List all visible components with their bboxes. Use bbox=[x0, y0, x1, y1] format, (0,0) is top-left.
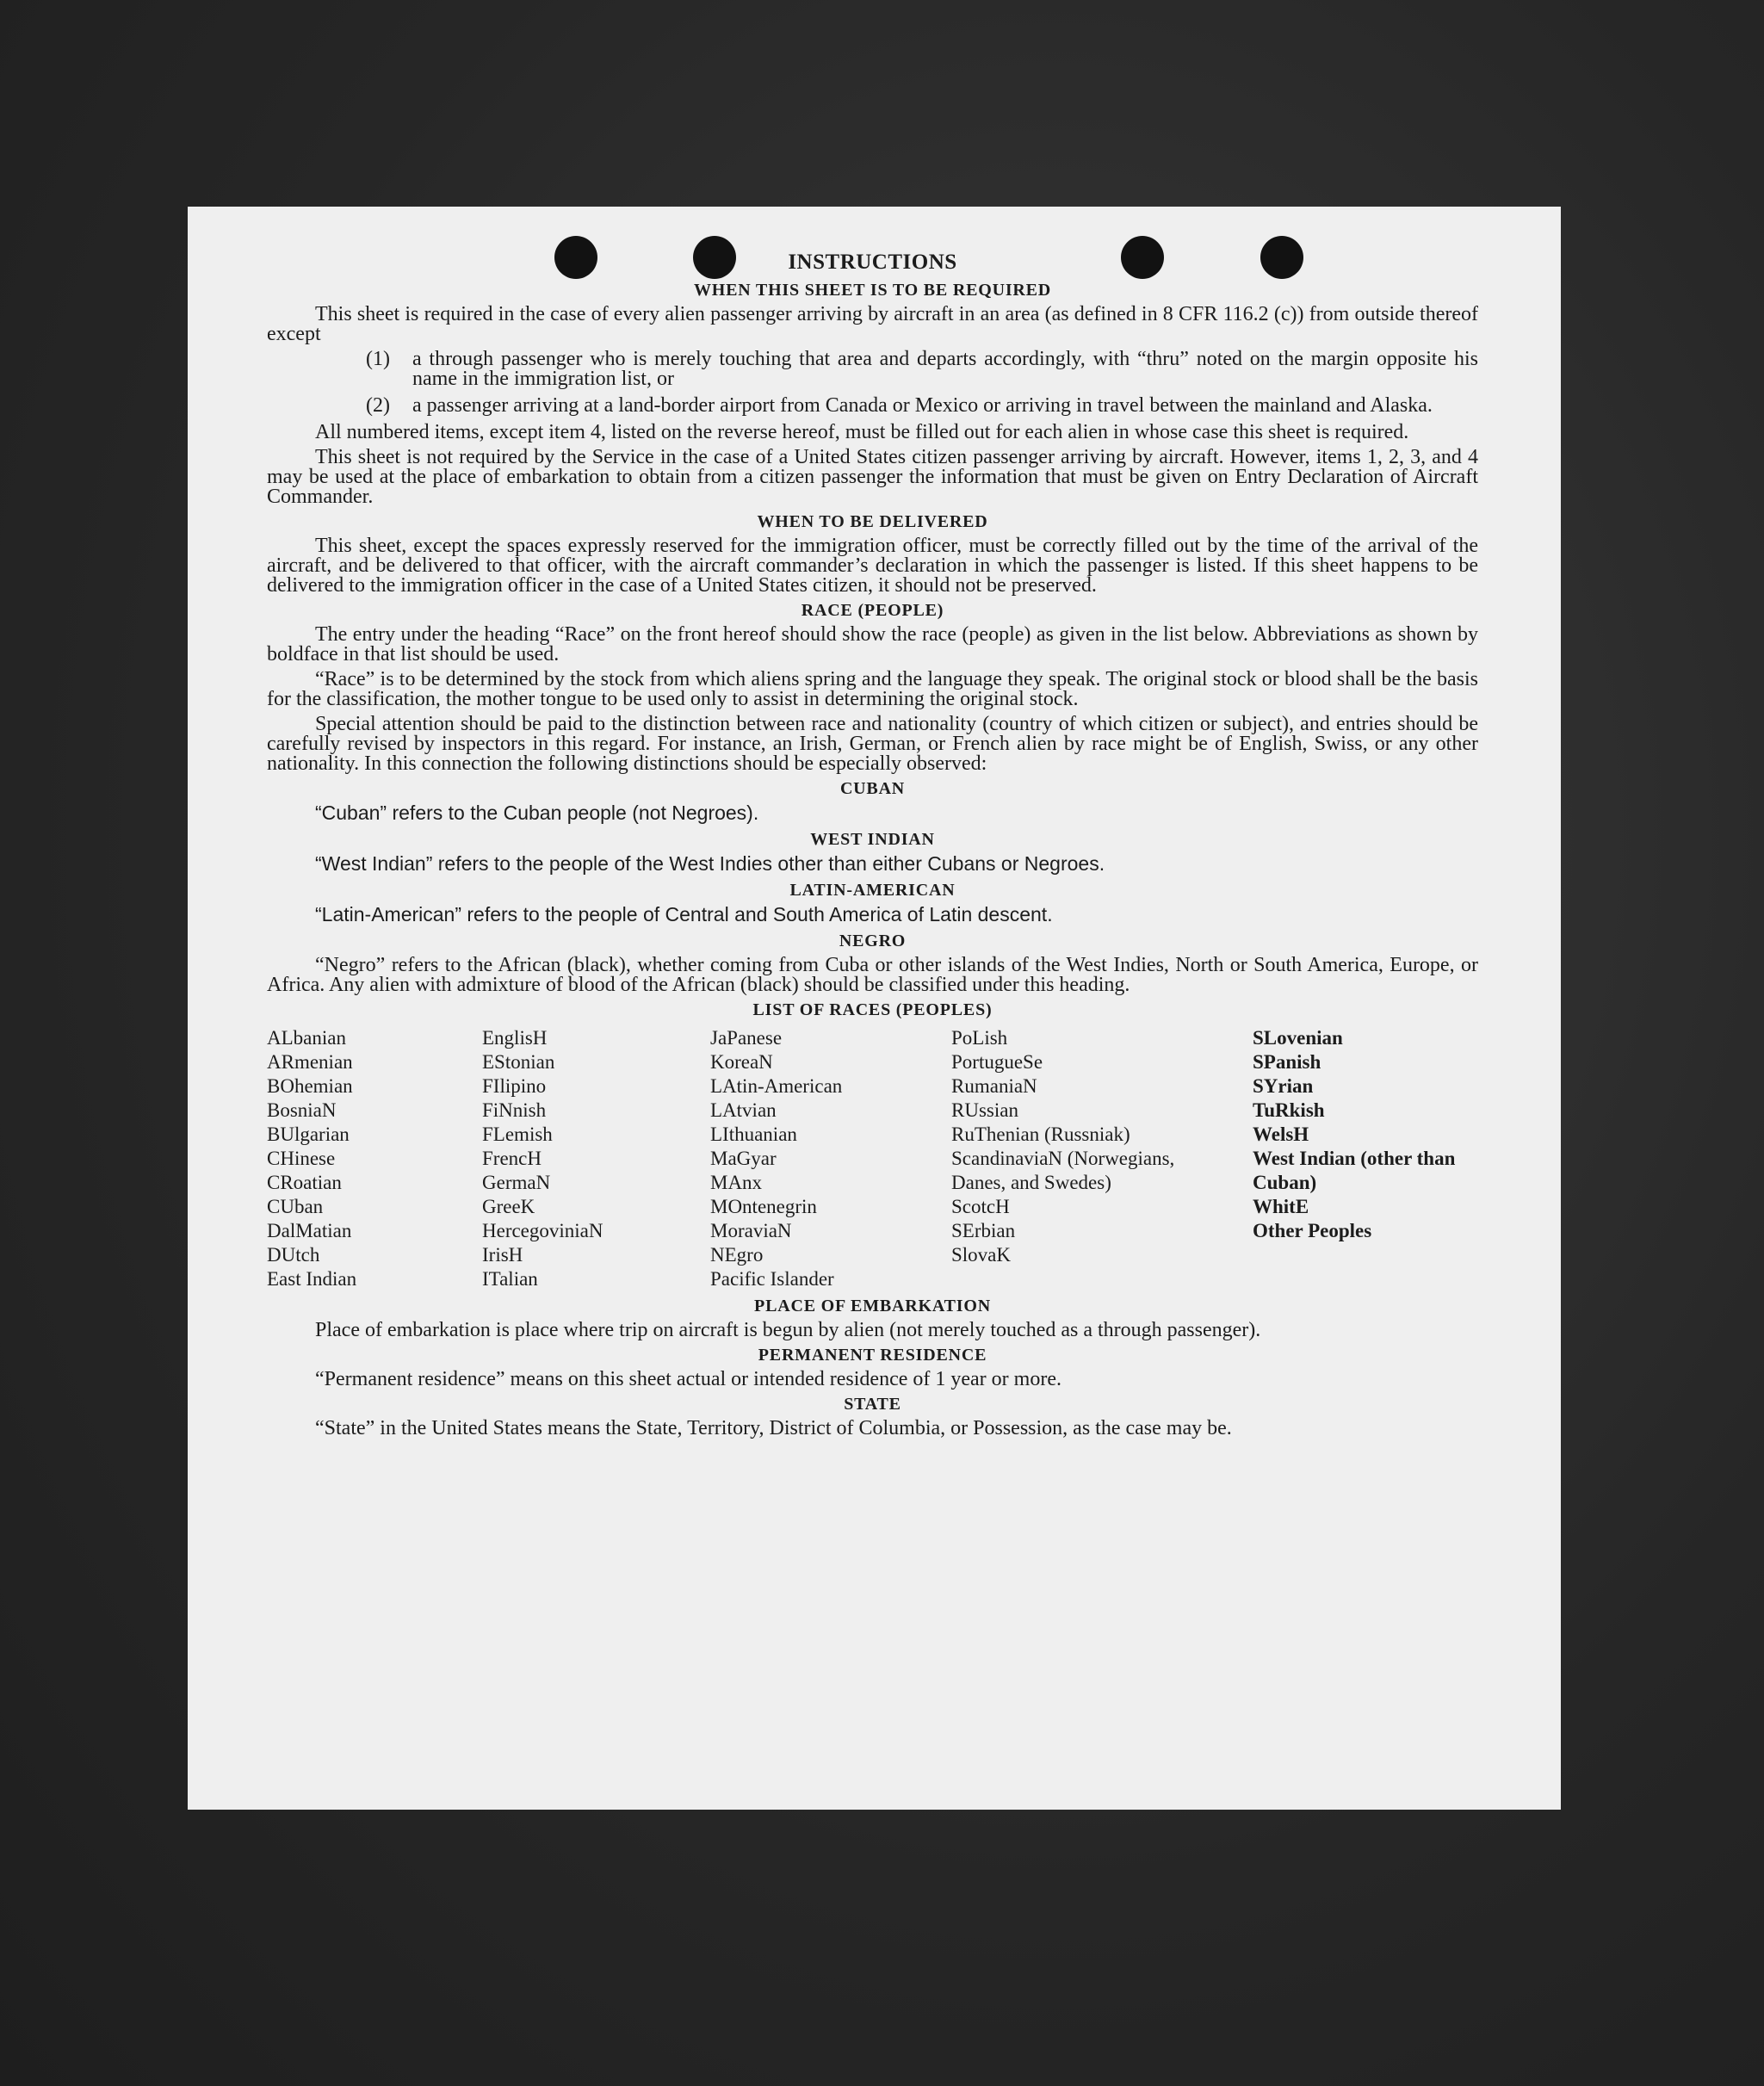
race-entry: EStonian bbox=[482, 1051, 555, 1073]
paragraph: “Permanent residence” means on this sheet actual or intended residence of 1 year or more. bbox=[315, 1368, 1061, 1390]
race-entry: FLemish bbox=[482, 1123, 553, 1145]
paragraph: Special attention should be paid to the distinction between race and nationality (country of which citizen or subject), and entries should be carefully revised by inspectors in this regard. For instance, an Irish, German, or French alien by race might be of English, Swiss, or any other nationality. In this connection the following distinctions should be especially observed: bbox=[267, 713, 1478, 775]
punch-hole bbox=[554, 236, 597, 279]
race-column bbox=[1253, 1026, 1476, 1291]
section-heading: PLACE OF EMBARKATION bbox=[754, 1297, 991, 1315]
definition-text: “Cuban” refers to the Cuban people (not Negroes). bbox=[315, 802, 759, 824]
paragraph: “Negro” refers to the African (black), whether coming from Cuba or other islands of the West Indies, North or South America, Europe, or Africa. Any alien with admixture of blood of the African (black) should be classified under this heading. bbox=[267, 954, 1478, 996]
race-entry: ScandinaviaN (Norwegians, Danes, and Swedes) bbox=[951, 1148, 1175, 1193]
paragraph: “State” in the United States means the State, Territory, District of Columbia, or Possession, as the case may be. bbox=[315, 1417, 1232, 1439]
race-entry: ScotcH bbox=[951, 1196, 1010, 1217]
race-entry: MoraviaN bbox=[710, 1220, 792, 1241]
race-entry: NEgro bbox=[710, 1244, 764, 1266]
race-entry: LAtin-American bbox=[710, 1075, 843, 1097]
race-entry: Other Peoples bbox=[1253, 1220, 1372, 1241]
race-entry: WelsH bbox=[1253, 1123, 1309, 1145]
section-heading: RACE (PEOPLE) bbox=[801, 601, 944, 620]
paragraph: The entry under the heading “Race” on the front hereof should show the race (people) as given in the list below. Abbreviations as shown by boldface in that list should be used. bbox=[267, 623, 1478, 665]
instruction-sheet bbox=[188, 207, 1561, 1810]
race-column bbox=[710, 1026, 951, 1291]
race-entry: BOhemian bbox=[267, 1075, 353, 1097]
race-list bbox=[267, 1026, 1478, 1291]
race-entry: BUlgarian bbox=[267, 1123, 350, 1145]
section-heading: NEGRO bbox=[839, 932, 907, 950]
race-entry: BosniaN bbox=[267, 1099, 337, 1121]
punch-hole bbox=[1121, 236, 1164, 279]
section-heading: STATE bbox=[844, 1395, 901, 1414]
race-entry: CHinese bbox=[267, 1148, 336, 1169]
section-heading: PERMANENT RESIDENCE bbox=[758, 1346, 987, 1365]
paragraph: This sheet, except the spaces expressly reserved for the immigration officer, must be correctly filled out by the time of the arrival of the aircraft, and be delivered to that officer, with the aircraft commander’s declaration in which the passenger is listed. If this sheet happens to be delivered to the immigration officer in the case of a United States citizen, it should not be preserved. bbox=[267, 535, 1478, 597]
section-heading: WHEN THIS SHEET IS TO BE REQUIRED bbox=[693, 281, 1052, 300]
race-entry: FiNnish bbox=[482, 1099, 547, 1121]
definition-text: “Latin-American” refers to the people of Central and South America of Latin descent. bbox=[315, 903, 1053, 925]
paragraph: This sheet is required in the case of every alien passenger arriving by aircraft in an area (as defined in 8 CFR 116.2 (c)) from outside thereof except bbox=[267, 303, 1478, 345]
paragraph: Place of embarkation is place where trip on aircraft is begun by alien (not merely touched as a through passenger). bbox=[315, 1319, 1261, 1341]
item-text: a through passenger who is merely touching that area and departs accordingly, with “thru” noted on the margin opposite his name in the immigration list, or bbox=[412, 348, 1478, 390]
race-entry: East Indian bbox=[267, 1268, 357, 1290]
race-entry: LIthuanian bbox=[710, 1123, 797, 1145]
race-entry: West Indian (other than Cuban) bbox=[1253, 1148, 1456, 1193]
race-entry: FrencH bbox=[482, 1148, 542, 1169]
race-entry: SErbian bbox=[951, 1220, 1016, 1241]
race-entry: GermaN bbox=[482, 1172, 551, 1193]
race-entry: MAnx bbox=[710, 1172, 763, 1193]
race-entry: GreeK bbox=[482, 1196, 535, 1217]
race-entry: DalMatian bbox=[267, 1220, 352, 1241]
race-entry: PortugueSe bbox=[951, 1051, 1043, 1073]
race-entry: RuThenian (Russniak) bbox=[951, 1123, 1130, 1145]
race-entry: ARmenian bbox=[267, 1051, 353, 1073]
race-entry: IrisH bbox=[482, 1244, 523, 1266]
race-entry: RUssian bbox=[951, 1099, 1018, 1121]
page-title: INSTRUCTIONS bbox=[788, 251, 957, 274]
section-heading: WEST INDIAN bbox=[810, 830, 935, 849]
race-entry: Pacific Islander bbox=[710, 1268, 834, 1290]
paragraph: “Race” is to be determined by the stock from which aliens spring and the language they speak. The original stock or blood shall be the basis for the classification, the mother tongue to be used only to assist in determining the original stock. bbox=[267, 668, 1478, 710]
race-entry: SYrian bbox=[1253, 1075, 1314, 1097]
section-heading: LATIN-AMERICAN bbox=[789, 881, 956, 900]
race-column bbox=[951, 1026, 1253, 1291]
race-entry: KoreaN bbox=[710, 1051, 773, 1073]
race-entry: RumaniaN bbox=[951, 1075, 1037, 1097]
item-text: a passenger arriving at a land-border airport from Canada or Mexico or arriving in travel between the mainland and Alaska. bbox=[412, 394, 1433, 417]
race-column bbox=[482, 1026, 710, 1291]
list-item bbox=[366, 350, 1478, 389]
race-entry: MOntenegrin bbox=[710, 1196, 817, 1217]
punch-hole bbox=[693, 236, 736, 279]
race-entry: WhitE bbox=[1253, 1196, 1309, 1217]
race-entry: CRoatian bbox=[267, 1172, 342, 1193]
race-column bbox=[267, 1026, 482, 1291]
race-entry: LAtvian bbox=[710, 1099, 777, 1121]
race-entry: SlovaK bbox=[951, 1244, 1011, 1266]
race-entry: CUban bbox=[267, 1196, 324, 1217]
punch-hole bbox=[1260, 236, 1303, 279]
item-number: (1) bbox=[366, 348, 390, 370]
race-entry: DUtch bbox=[267, 1244, 320, 1266]
race-entry: HercegoviniaN bbox=[482, 1220, 603, 1241]
race-entry: ITalian bbox=[482, 1268, 538, 1290]
race-entry: ALbanian bbox=[267, 1027, 346, 1049]
section-heading: LIST OF RACES (PEOPLES) bbox=[752, 1000, 993, 1019]
race-entry: EnglisH bbox=[482, 1027, 548, 1049]
paragraph: This sheet is not required by the Service in the case of a United States citizen passenger arriving by aircraft. However, items 1, 2, 3, and 4 may be used at the place of embarkation to obtain from a citizen passenger the information that must be given on Entry Declaration of Aircraft Commander. bbox=[267, 446, 1478, 508]
definition-text: “West Indian” refers to the people of the West Indies other than either Cubans or Negroes. bbox=[315, 852, 1105, 875]
race-entry: PoLish bbox=[951, 1027, 1008, 1049]
race-entry: SPanish bbox=[1253, 1051, 1321, 1073]
section-heading: WHEN TO BE DELIVERED bbox=[757, 512, 988, 531]
section-heading: CUBAN bbox=[839, 779, 906, 798]
race-entry: JaPanese bbox=[710, 1027, 783, 1049]
item-number: (2) bbox=[366, 394, 390, 417]
paragraph: All numbered items, except item 4, listed on the reverse hereof, must be filled out for each alien in whose case this sheet is required. bbox=[315, 421, 1409, 443]
list-item bbox=[366, 396, 1478, 416]
race-entry: TuRkish bbox=[1253, 1099, 1325, 1121]
race-entry: SLovenian bbox=[1253, 1027, 1343, 1049]
race-entry: MaGyar bbox=[710, 1148, 777, 1169]
race-entry: FIlipino bbox=[482, 1075, 547, 1097]
